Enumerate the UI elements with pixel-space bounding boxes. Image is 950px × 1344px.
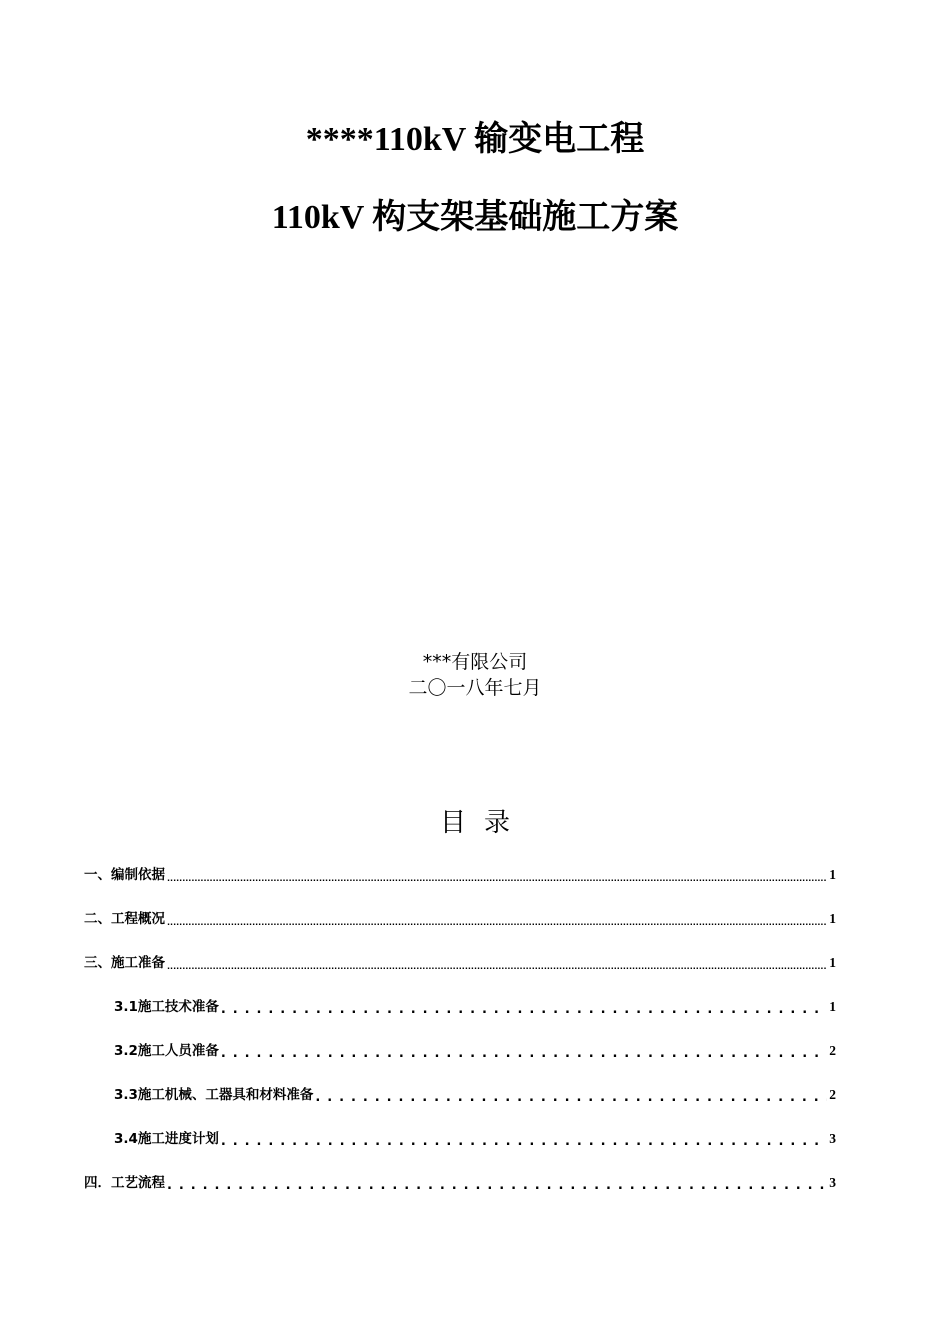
toc-entry-page: 1 — [829, 955, 836, 970]
toc-entry-label: 一、编制依据 — [84, 867, 165, 883]
toc-leader-dots — [221, 1128, 827, 1150]
toc-entry[interactable] — [84, 908, 836, 930]
toc-entry-label: 三、施工准备 — [84, 955, 165, 971]
toc-leader-dots — [221, 996, 827, 1018]
toc-entry[interactable] — [84, 1172, 836, 1194]
cover-date: 二〇一八年七月 — [408, 677, 542, 699]
toc-entry-label: 3.4施工进度计划 — [114, 1131, 219, 1147]
toc-entry-page: 1 — [829, 999, 836, 1014]
toc-entry[interactable] — [114, 996, 836, 1018]
toc-entry-page: 1 — [829, 867, 836, 882]
toc-entry-label: 二、工程概况 — [84, 911, 165, 927]
cover-company: ***有限公司 — [422, 651, 528, 673]
toc-entry-page: 3 — [829, 1131, 836, 1146]
cover-title-plan: 110kV 构支架基础施工方案 — [271, 199, 679, 236]
toc-entry-label: 四．工艺流程 — [84, 1175, 165, 1191]
toc-leader-dots — [221, 1040, 827, 1062]
toc-leader-dots — [167, 908, 827, 930]
toc-entry-label: 3.2施工人员准备 — [114, 1043, 219, 1059]
toc-entry-label: 3.3施工机械、工器具和材料准备 — [114, 1087, 314, 1103]
toc-entry[interactable] — [114, 1040, 836, 1062]
toc-entry[interactable] — [84, 864, 836, 886]
toc-entry-label: 3.1施工技术准备 — [114, 999, 219, 1015]
toc-leader-dots — [167, 1172, 827, 1194]
toc-leader-dots — [167, 864, 827, 886]
toc-leader-dots — [315, 1084, 827, 1106]
toc-entry[interactable] — [114, 1128, 836, 1150]
toc-entry[interactable] — [114, 1084, 836, 1106]
toc-entry-page: 2 — [829, 1087, 836, 1102]
toc-entry[interactable] — [84, 952, 836, 974]
toc-entry-page: 2 — [829, 1043, 836, 1058]
cover-title-project: ****110kV 输变电工程 — [305, 121, 645, 158]
toc-leader-dots — [167, 952, 827, 974]
toc-entry-page: 3 — [829, 1175, 836, 1190]
toc-entry-page: 1 — [829, 911, 836, 926]
toc-heading: 目录 — [439, 808, 528, 838]
